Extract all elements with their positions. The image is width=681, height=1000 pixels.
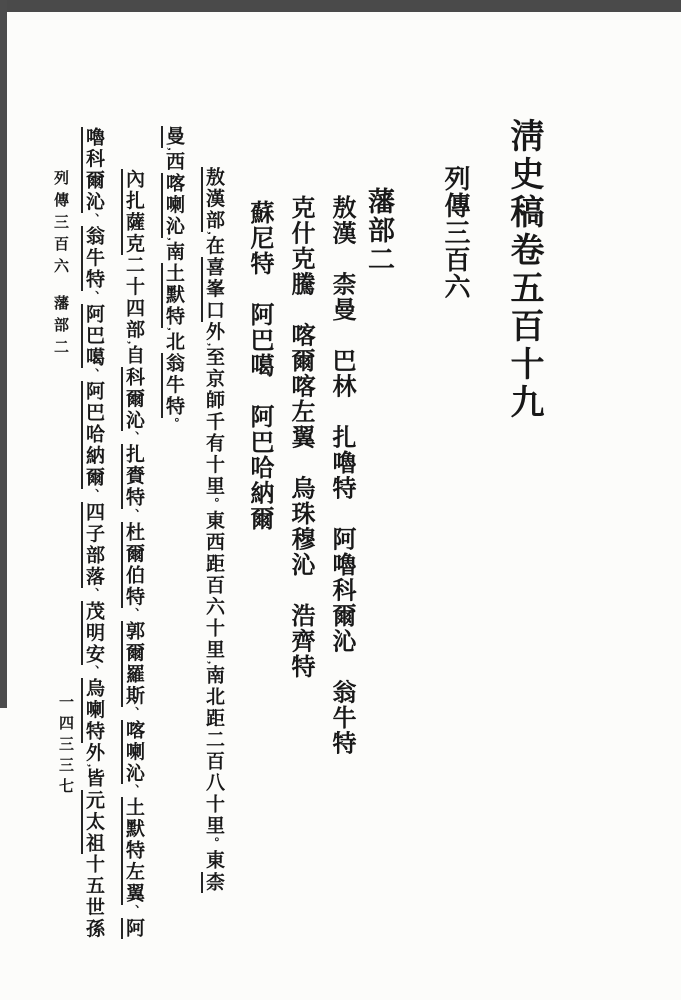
running-header	[50, 170, 71, 361]
tribe-name-list-line-2: 克什克騰 喀爾喀左翼 烏珠穆沁 浩齊特	[287, 195, 313, 680]
page-number: 一四三三七	[57, 694, 73, 799]
body-text-column-4: 嚕科爾沁、翁牛特、阿巴噶、阿巴哈納爾、四子部落、茂明安、烏喇特外,皆元太祖十五世孫	[83, 127, 104, 940]
chapter-heading: 列傳三百六	[441, 165, 470, 300]
scan-edge-left	[0, 0, 7, 708]
body-text-column-3: 內扎薩克二十四部,自科爾沁、扎賚特、杜爾伯特、郭爾羅斯、喀喇沁、土默特左翼、阿	[123, 169, 144, 939]
tribe-name-list-line-3: 蘇尼特 阿巴噶 阿巴哈納爾	[246, 200, 272, 532]
running-header-volume: 列傳三百六	[52, 170, 68, 280]
running-header-section: 藩部二	[52, 295, 68, 361]
tribe-name-list-line-1: 敖漢 柰曼 巴林 扎嚕特 阿嚕科爾沁 翁牛特	[328, 195, 354, 756]
body-text-column-2: 曼,西喀喇沁,南土默特,北翁牛特。	[163, 126, 184, 431]
volume-title: 淸史稿卷五百十九	[505, 118, 542, 422]
body-text-column-1: 敖漢部,在喜峯口外,至京師千有十里。東西距百六十里,南北距二百八十里。東柰	[203, 167, 224, 893]
section-heading: 藩部二	[364, 187, 394, 274]
scan-edge-top	[0, 0, 681, 12]
text-block	[73, 118, 548, 958]
